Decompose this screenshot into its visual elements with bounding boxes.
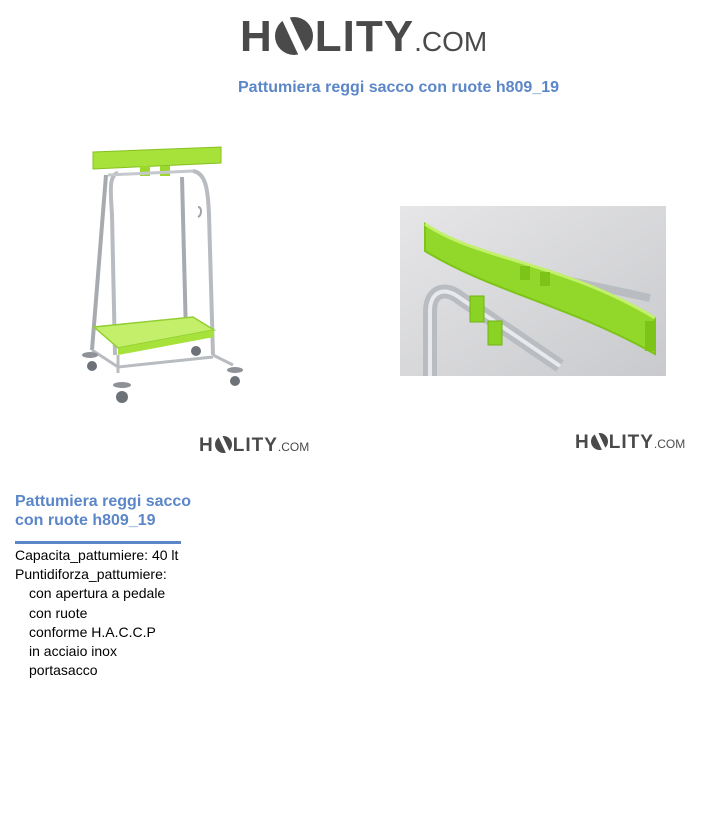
trolley-illustration (78, 145, 248, 410)
brand-logo-small[interactable] (199, 434, 309, 457)
product-name: Pattumiera reggi sacco con ruote h809_19 (15, 493, 192, 529)
capacity-line: Capacita_pattumiere: 40 lt (15, 547, 179, 563)
brand-o-icon (591, 433, 608, 450)
brand-logo-lity: LITY (314, 12, 415, 61)
brand-o-icon (215, 436, 232, 453)
features-label: Puntidiforza_pattumiere: (15, 566, 167, 583)
feature-item: conforme H.A.C.C.P (29, 623, 156, 640)
brand-logo-lity: LITY (232, 435, 278, 456)
feature-item: portasacco (29, 662, 98, 679)
brand-logo[interactable] (240, 12, 487, 62)
feature-item: con apertura a pedale (29, 585, 166, 602)
brand-logo-dotcom: .COM (277, 440, 310, 454)
brand-logo-lity: LITY (608, 432, 654, 453)
feature-item: in acciaio inox (29, 643, 117, 660)
brand-o-icon (275, 17, 313, 55)
brand-logo-small[interactable] (575, 431, 685, 454)
brand-logo-dotcom: .COM (414, 26, 488, 57)
feature-item: con ruote (29, 604, 88, 621)
title-divider (15, 541, 181, 544)
brand-logo-h: H (575, 432, 590, 453)
product-photo-detail (400, 206, 666, 376)
brand-logo-h: H (240, 12, 273, 61)
bag-holder-detail-illustration (400, 206, 666, 376)
brand-logo-h: H (199, 435, 214, 456)
product-specs (15, 546, 178, 680)
product-photo-trolley (78, 145, 248, 410)
brand-logo-dotcom: .COM (653, 437, 686, 451)
page-title: Pattumiera reggi sacco con ruote h809_19 (238, 79, 560, 96)
